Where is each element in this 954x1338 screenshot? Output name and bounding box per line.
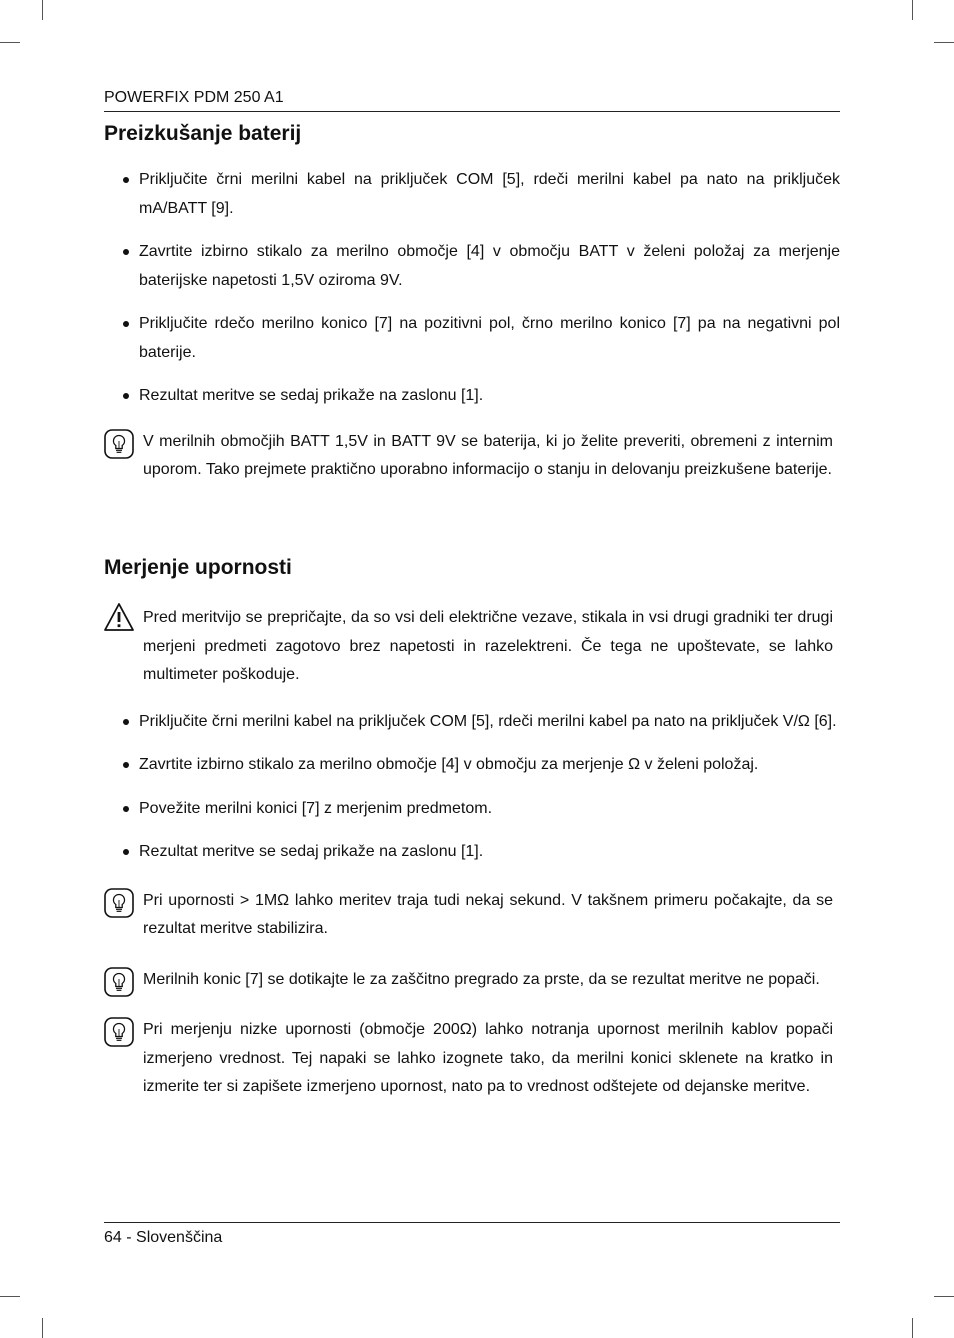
list-item: Rezultat meritve se sedaj prikaže na zaslonu [1].	[104, 838, 840, 867]
running-header: POWERFIX PDM 250 A1	[104, 89, 840, 112]
bullet-icon	[123, 249, 129, 255]
warning-note: Pred meritvijo se prepričajte, da so vsi deli električne vezave, stikala in vsi drugi gradniki ter drugi merjeni predmeti zagotovo brez napetosti in razelektreni. Če tega ne upoštevate, se lahko multimeter poškoduje.	[104, 604, 840, 690]
crop-mark	[912, 1318, 913, 1338]
crop-mark	[912, 0, 913, 20]
battery-steps-list	[104, 166, 840, 411]
bullet-icon	[123, 806, 129, 812]
resistance-steps-list	[104, 708, 840, 867]
tip-note: V merilnih območjih BATT 1,5V in BATT 9V se baterija, ki jo želite preveriti, obremeni z internim uporom. Tako prejmete praktično uporabno informacijo o stanju in delovanju preizkušene baterije.	[104, 428, 840, 485]
section-heading-battery: Preizkušanje baterij	[104, 122, 302, 145]
list-item: Priključite rdečo merilno konico [7] na pozitivni pol, črno merilno konico [7] pa na negativni pol baterije.	[104, 310, 840, 367]
section-resistance	[104, 556, 840, 1102]
bullet-icon	[123, 177, 129, 183]
bullet-icon	[123, 393, 129, 399]
bullet-icon	[123, 849, 129, 855]
list-item: Zavrtite izbirno stikalo za merilno območje [4] v območju BATT v želeni položaj za merjenje baterijske napetosti 1,5V oziroma 9V.	[104, 238, 840, 295]
crop-mark	[0, 42, 20, 43]
section-heading-resistance: Merjenje upornosti	[104, 556, 292, 579]
crop-mark	[0, 1296, 20, 1297]
list-item: Zavrtite izbirno stikalo za merilno območje [4] v območju za merjenje Ω v želeni položaj.	[104, 751, 840, 780]
section-battery-test	[104, 122, 840, 485]
tip-note: Merilnih konic [7] se dotikajte le za zaščitno pregrado za prste, da se rezultat meritve ne popači.	[104, 966, 840, 995]
crop-mark	[934, 42, 954, 43]
tip-note: Pri upornosti > 1MΩ lahko meritev traja tudi nekaj sekund. V takšnem primeru počakajte, da se rezultat meritve stabilizira.	[104, 887, 840, 944]
bullet-icon	[123, 321, 129, 327]
bullet-icon	[123, 719, 129, 725]
list-item: Priključite črni merilni kabel na priključek COM [5], rdeči merilni kabel pa nato na priključek V/Ω [6].	[104, 708, 840, 737]
lightbulb-icon	[104, 1017, 134, 1047]
list-item: Priključite črni merilni kabel na priključek COM [5], rdeči merilni kabel pa nato na priključek mA/BATT [9].	[104, 166, 840, 223]
page-footer: 64 - Slovenščina	[104, 1222, 840, 1247]
list-item: Rezultat meritve se sedaj prikaže na zaslonu [1].	[104, 382, 840, 411]
crop-mark	[42, 0, 43, 20]
warning-triangle-icon	[104, 602, 134, 632]
lightbulb-icon	[104, 888, 134, 918]
lightbulb-icon	[104, 429, 134, 459]
list-item: Povežite merilni konici [7] z merjenim predmetom.	[104, 795, 840, 824]
bullet-icon	[123, 762, 129, 768]
lightbulb-icon	[104, 967, 134, 997]
tip-note: Pri merjenju nizke upornosti (območje 200Ω) lahko notranja upornost merilnih kablov popači izmerjeno vrednost. Tej napaki se lahko izognete tako, da merilni konici sklenete na kratko in izmerite ter si zapišete izmerjeno upornost, nato pa to vrednost odštejete od dejanske meritve.	[104, 1016, 840, 1102]
crop-mark	[934, 1296, 954, 1297]
crop-mark	[42, 1318, 43, 1338]
